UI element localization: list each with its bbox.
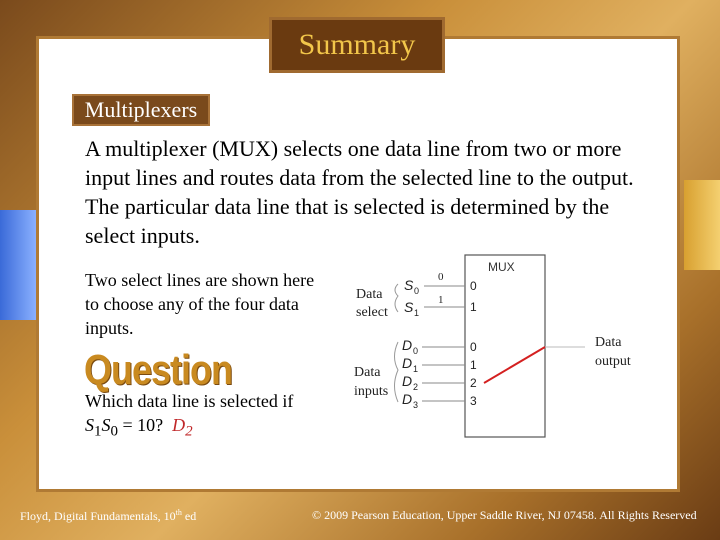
mux-diagram [340,250,670,440]
select-brace [395,284,398,312]
d0-sub: 0 [413,346,419,356]
question-value: = 10? [118,415,164,435]
inputs-brace [395,342,399,402]
footer-credit-end: ed [181,509,197,523]
question-s1-sub: 1 [94,423,102,440]
s0-value: 0 [438,271,444,283]
s1-label: S [404,299,414,315]
d1-sub: 1 [413,364,419,374]
question-s1: S [85,415,94,435]
d3-sub: 3 [413,400,419,410]
slide-title: Summary [269,17,445,73]
footer-credit [20,508,196,524]
section-heading: Multiplexers [72,94,210,126]
data-output-label-2: output [595,354,631,369]
mux-label: MUX [488,260,515,274]
d2-pin: 2 [470,376,477,390]
s1-value: 1 [438,294,444,306]
d3-pin: 3 [470,394,477,408]
background-band-right [684,180,720,270]
data-output-label-1: Data [595,335,622,350]
d0-label: D [402,337,413,353]
d2-label: D [402,373,413,389]
question-graphic: Question [84,346,233,394]
footer-credit-sup: th [175,508,182,517]
footer-credit-main: Floyd, Digital Fundamentals, 10 [20,509,176,523]
data-select-label-1: Data [356,287,383,302]
select-pin-1: 1 [470,300,477,314]
d3-label: D [402,391,413,407]
d0-pin: 0 [470,340,477,354]
select-pin-0: 0 [470,279,477,293]
d1-label: D [402,355,413,371]
question-text [85,389,325,444]
answer-sub: 2 [185,423,193,440]
d2-sub: 2 [413,382,419,392]
s0-sub: 0 [414,286,420,296]
mux-box [465,255,545,437]
answer-d: D [172,415,186,435]
data-inputs-label-2: inputs [354,384,389,399]
d1-pin: 1 [470,358,477,372]
background-band-left [0,210,36,320]
select-lines-note: Two select lines are shown here to choose any of the four data inputs. [85,270,315,338]
question-prefix: Which data line is selected if [85,391,294,411]
question-s0: S [101,415,111,435]
s1-sub: 1 [414,308,420,318]
intro-paragraph: A multiplexer (MUX) selects one data line from two or more input lines and routes data from the selected line to the output. The particular data line that is selected is determined by the select inputs. [85,136,634,248]
data-select-label-2: select [356,305,388,320]
data-inputs-label-1: Data [354,365,381,380]
question-s0-sub: 0 [110,423,118,440]
footer-copyright: © 2009 Pearson Education, Upper Saddle River, NJ 07458. All Rights Reserved [312,508,697,522]
s0-label: S [404,277,414,293]
